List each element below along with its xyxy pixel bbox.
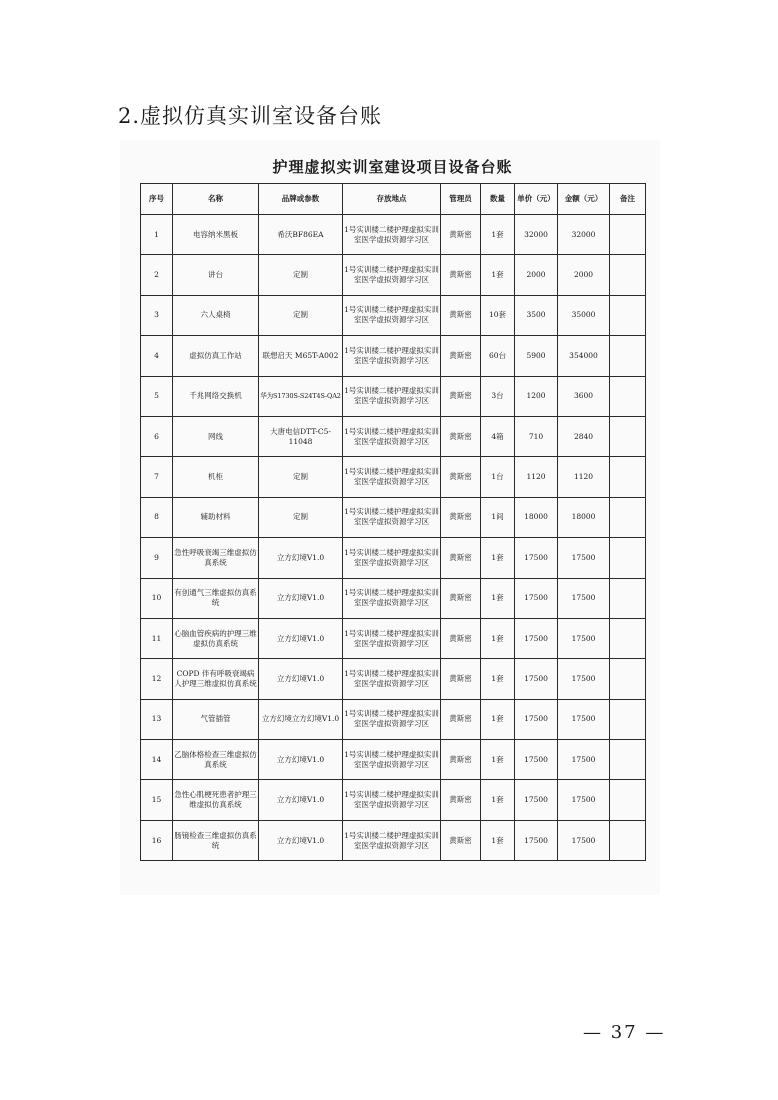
cell-amount: 32000 — [558, 215, 610, 255]
cell-name: 乙脑体格检查三维虚拟仿真系统 — [173, 740, 259, 780]
cell-index: 1 — [141, 215, 173, 255]
cell-quantity: 1套 — [481, 820, 515, 860]
cell-brand: 立方幻境V1.0 — [259, 618, 343, 658]
cell-brand: 华为S1730S-S24T4S-QA2 — [259, 376, 343, 416]
cell-brand: 希沃BF86EA — [259, 215, 343, 255]
cell-remark — [610, 699, 646, 739]
col-header-index: 序号 — [141, 184, 173, 215]
cell-manager: 黄斯密 — [441, 659, 481, 699]
cell-brand: 立方幻境V1.0 — [259, 820, 343, 860]
cell-index: 8 — [141, 497, 173, 537]
cell-location: 1号实训楼二楼护理虚拟实训室医学虚拟资源学习区 — [343, 538, 441, 578]
cell-quantity: 60台 — [481, 336, 515, 376]
col-header-name: 名称 — [173, 184, 259, 215]
cell-name: 心脑血管疾病的护理三维虚拟仿真系统 — [173, 618, 259, 658]
cell-remark — [610, 659, 646, 699]
table-body — [141, 215, 646, 861]
cell-amount: 3600 — [558, 376, 610, 416]
cell-unit-price: 17500 — [515, 578, 558, 618]
cell-location: 1号实训楼二楼护理虚拟实训室医学虚拟资源学习区 — [343, 659, 441, 699]
cell-index: 9 — [141, 538, 173, 578]
cell-index: 5 — [141, 376, 173, 416]
cell-manager: 黄斯密 — [441, 740, 481, 780]
cell-brand: 立方幻境V1.0 — [259, 659, 343, 699]
cell-quantity: 1套 — [481, 780, 515, 820]
cell-quantity: 1间 — [481, 497, 515, 537]
cell-unit-price: 1200 — [515, 376, 558, 416]
cell-amount: 35000 — [558, 295, 610, 335]
cell-name: 虚拟仿真工作站 — [173, 336, 259, 376]
cell-location: 1号实训楼二楼护理虚拟实训室医学虚拟资源学习区 — [343, 255, 441, 295]
cell-manager: 黄斯密 — [441, 295, 481, 335]
cell-brand: 定制 — [259, 457, 343, 497]
cell-remark — [610, 538, 646, 578]
cell-location: 1号实训楼二楼护理虚拟实训室医学虚拟资源学习区 — [343, 699, 441, 739]
cell-remark — [610, 295, 646, 335]
cell-unit-price: 710 — [515, 416, 558, 456]
cell-amount: 17500 — [558, 578, 610, 618]
cell-quantity: 3台 — [481, 376, 515, 416]
cell-amount: 2000 — [558, 255, 610, 295]
cell-remark — [610, 740, 646, 780]
cell-quantity: 1套 — [481, 618, 515, 658]
table-row — [141, 376, 646, 416]
cell-remark — [610, 416, 646, 456]
cell-name: 辅助材料 — [173, 497, 259, 537]
cell-name: 网线 — [173, 416, 259, 456]
cell-index: 3 — [141, 295, 173, 335]
cell-quantity: 1套 — [481, 538, 515, 578]
cell-manager: 黄斯密 — [441, 376, 481, 416]
cell-index: 12 — [141, 659, 173, 699]
cell-index: 4 — [141, 336, 173, 376]
cell-location: 1号实训楼二楼护理虚拟实训室医学虚拟资源学习区 — [343, 416, 441, 456]
cell-manager: 黄斯密 — [441, 457, 481, 497]
cell-brand: 定制 — [259, 497, 343, 537]
cell-remark — [610, 578, 646, 618]
cell-manager: 黄斯密 — [441, 820, 481, 860]
table-row — [141, 780, 646, 820]
table-row — [141, 618, 646, 658]
cell-quantity: 1套 — [481, 578, 515, 618]
table-row — [141, 295, 646, 335]
cell-amount: 17500 — [558, 740, 610, 780]
table-title: 护理虚拟实训室建设项目设备台账 — [272, 158, 513, 176]
cell-quantity: 1台 — [481, 457, 515, 497]
cell-name: 气管插管 — [173, 699, 259, 739]
cell-brand: 立方幻境V1.0 — [259, 740, 343, 780]
cell-brand: 立方幻境V1.0 — [259, 780, 343, 820]
cell-index: 2 — [141, 255, 173, 295]
cell-brand: 定制 — [259, 255, 343, 295]
cell-location: 1号实训楼二楼护理虚拟实训室医学虚拟资源学习区 — [343, 457, 441, 497]
cell-unit-price: 17500 — [515, 659, 558, 699]
cell-quantity: 1套 — [481, 255, 515, 295]
table-row — [141, 699, 646, 739]
cell-unit-price: 17500 — [515, 740, 558, 780]
cell-brand: 立方幻境立方幻境V1.0 — [259, 699, 343, 739]
cell-remark — [610, 336, 646, 376]
cell-location: 1号实训楼二楼护理虚拟实训室医学虚拟资源学习区 — [343, 336, 441, 376]
table-row — [141, 820, 646, 860]
cell-name: 肠镜检查三维虚拟仿真系统 — [173, 820, 259, 860]
cell-index: 10 — [141, 578, 173, 618]
cell-remark — [610, 457, 646, 497]
cell-name: 急性心肌梗死患者护理三维虚拟仿真系统 — [173, 780, 259, 820]
cell-unit-price: 17500 — [515, 618, 558, 658]
cell-manager: 黄斯密 — [441, 780, 481, 820]
cell-remark — [610, 215, 646, 255]
cell-manager: 黄斯密 — [441, 578, 481, 618]
col-header-amount: 金额（元） — [558, 184, 610, 215]
cell-amount: 18000 — [558, 497, 610, 537]
cell-location: 1号实训楼二楼护理虚拟实训室医学虚拟资源学习区 — [343, 740, 441, 780]
cell-location: 1号实训楼二楼护理虚拟实训室医学虚拟资源学习区 — [343, 295, 441, 335]
cell-quantity: 1套 — [481, 699, 515, 739]
col-header-unit-price: 单价（元） — [515, 184, 558, 215]
cell-quantity: 1套 — [481, 215, 515, 255]
cell-manager: 黄斯密 — [441, 255, 481, 295]
table-row — [141, 659, 646, 699]
cell-location: 1号实训楼二楼护理虚拟实训室医学虚拟资源学习区 — [343, 578, 441, 618]
cell-brand: 定制 — [259, 295, 343, 335]
cell-amount: 17500 — [558, 780, 610, 820]
cell-manager: 黄斯密 — [441, 699, 481, 739]
cell-name: 讲台 — [173, 255, 259, 295]
cell-unit-price: 17500 — [515, 538, 558, 578]
cell-quantity: 4箱 — [481, 416, 515, 456]
cell-name: 急性呼吸衰竭三维虚拟仿真系统 — [173, 538, 259, 578]
table-row — [141, 215, 646, 255]
cell-location: 1号实训楼二楼护理虚拟实训室医学虚拟资源学习区 — [343, 618, 441, 658]
cell-quantity: 1套 — [481, 740, 515, 780]
cell-unit-price: 32000 — [515, 215, 558, 255]
cell-brand: 立方幻境V1.0 — [259, 538, 343, 578]
col-header-quantity: 数量 — [481, 184, 515, 215]
table-row — [141, 497, 646, 537]
cell-location: 1号实训楼二楼护理虚拟实训室医学虚拟资源学习区 — [343, 497, 441, 537]
cell-amount: 354000 — [558, 336, 610, 376]
cell-name: 千兆网络交换机 — [173, 376, 259, 416]
cell-manager: 黄斯密 — [441, 416, 481, 456]
cell-manager: 黄斯密 — [441, 618, 481, 658]
cell-index: 11 — [141, 618, 173, 658]
cell-quantity: 10套 — [481, 295, 515, 335]
table-row — [141, 457, 646, 497]
cell-index: 13 — [141, 699, 173, 739]
cell-name: COPD 伴有呼吸衰竭病人护理三维虚拟仿真系统 — [173, 659, 259, 699]
cell-remark — [610, 618, 646, 658]
cell-manager: 黄斯密 — [441, 497, 481, 537]
cell-manager: 黄斯密 — [441, 336, 481, 376]
cell-index: 6 — [141, 416, 173, 456]
cell-name: 机柜 — [173, 457, 259, 497]
cell-remark — [610, 820, 646, 860]
cell-amount: 17500 — [558, 699, 610, 739]
cell-name: 有创通气三维虚拟仿真系统 — [173, 578, 259, 618]
col-header-location: 存放地点 — [343, 184, 441, 215]
section-heading: 2.虚拟仿真实训室设备台账 — [118, 104, 383, 128]
cell-amount: 17500 — [558, 538, 610, 578]
cell-unit-price: 3500 — [515, 295, 558, 335]
table-row — [141, 336, 646, 376]
cell-location: 1号实训楼二楼护理虚拟实训室医学虚拟资源学习区 — [343, 376, 441, 416]
cell-unit-price: 5900 — [515, 336, 558, 376]
col-header-remark: 备注 — [610, 184, 646, 215]
cell-location: 1号实训楼二楼护理虚拟实训室医学虚拟资源学习区 — [343, 820, 441, 860]
cell-manager: 黄斯密 — [441, 215, 481, 255]
cell-amount: 1120 — [558, 457, 610, 497]
cell-remark — [610, 497, 646, 537]
cell-unit-price: 17500 — [515, 780, 558, 820]
cell-remark — [610, 376, 646, 416]
cell-unit-price: 18000 — [515, 497, 558, 537]
cell-unit-price: 17500 — [515, 820, 558, 860]
cell-index: 16 — [141, 820, 173, 860]
page-number: — 37 — — [583, 1022, 666, 1043]
cell-remark — [610, 780, 646, 820]
cell-brand: 联想启天 M65T-A002 — [259, 336, 343, 376]
cell-amount: 17500 — [558, 618, 610, 658]
cell-index: 14 — [141, 740, 173, 780]
cell-brand: 立方幻境V1.0 — [259, 578, 343, 618]
cell-amount: 2840 — [558, 416, 610, 456]
cell-amount: 17500 — [558, 820, 610, 860]
cell-name: 电容纳米黑板 — [173, 215, 259, 255]
equipment-ledger-table — [140, 183, 646, 861]
cell-location: 1号实训楼二楼护理虚拟实训室医学虚拟资源学习区 — [343, 215, 441, 255]
table-row — [141, 740, 646, 780]
cell-location: 1号实训楼二楼护理虚拟实训室医学虚拟资源学习区 — [343, 780, 441, 820]
cell-manager: 黄斯密 — [441, 538, 481, 578]
cell-index: 7 — [141, 457, 173, 497]
col-header-manager: 管理员 — [441, 184, 481, 215]
cell-unit-price: 1120 — [515, 457, 558, 497]
cell-brand: 大唐电信DTT-C5-11048 — [259, 416, 343, 456]
table-header-row — [141, 184, 646, 215]
cell-quantity: 1套 — [481, 659, 515, 699]
table-row — [141, 578, 646, 618]
cell-index: 15 — [141, 780, 173, 820]
table-row — [141, 538, 646, 578]
cell-unit-price: 2000 — [515, 255, 558, 295]
table-row — [141, 255, 646, 295]
cell-amount: 17500 — [558, 659, 610, 699]
table-row — [141, 416, 646, 456]
cell-remark — [610, 255, 646, 295]
cell-name: 六人桌椅 — [173, 295, 259, 335]
col-header-brand: 品牌或参数 — [259, 184, 343, 215]
cell-unit-price: 17500 — [515, 699, 558, 739]
